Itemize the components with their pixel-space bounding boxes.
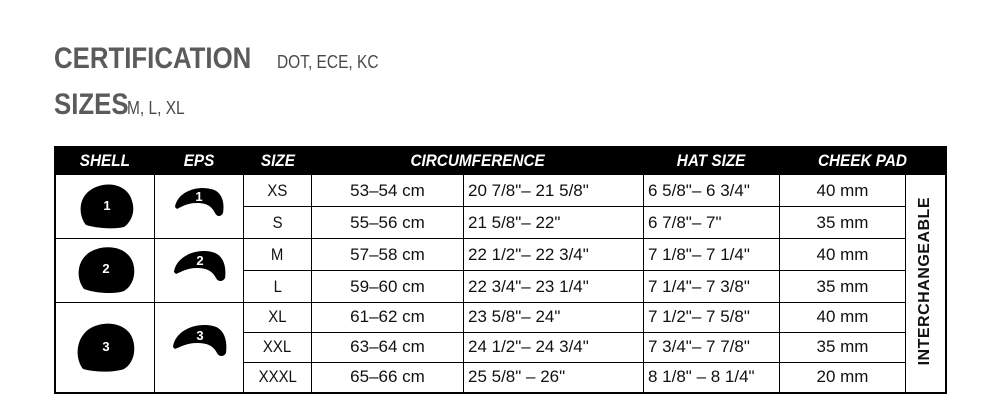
hat-size: 7 3/4"– 7 7/8" (644, 332, 780, 362)
eps-number: 2 (196, 253, 204, 268)
hat-size: 6 7/8"– 7" (644, 207, 780, 239)
size-cell: M (244, 239, 312, 271)
certification-value: DOT, ECE, KC (277, 52, 379, 72)
size-cell: XXL (244, 332, 312, 362)
eps-3-cell (155, 303, 244, 394)
sizes-line (54, 88, 194, 122)
shell-number: 2 (102, 261, 110, 276)
interchangeable-label: INTERCHANGEABLE (916, 196, 934, 366)
cheek-pad-size: 40 mm (780, 175, 906, 207)
circumference-cm: 65–66 cm (312, 362, 464, 393)
circumference-inch: 22 3/4"– 23 1/4" (464, 271, 644, 303)
eps-number: 1 (195, 189, 203, 204)
header-circumference: CIRCUMFERENCE (312, 147, 644, 175)
helmet-shell-icon (56, 175, 154, 233)
circumference-cm: 61–62 cm (312, 303, 464, 333)
helmet-shell-icon (56, 303, 154, 387)
hat-size: 7 1/8"– 7 1/4" (644, 239, 780, 271)
circumference-cm: 53–54 cm (312, 175, 464, 207)
header-eps: EPS (155, 147, 244, 175)
size-cell: XS (244, 175, 312, 207)
table-row (55, 175, 946, 207)
size-chart-table (54, 146, 947, 394)
cheek-pad-size: 35 mm (780, 332, 906, 362)
cheek-pad-size: 40 mm (780, 303, 906, 333)
circumference-cm: 55–56 cm (312, 207, 464, 239)
circumference-cm: 57–58 cm (312, 239, 464, 271)
certification-line (54, 42, 395, 76)
eps-liner-icon (155, 303, 243, 387)
eps-liner-icon (155, 239, 243, 297)
sizes-value: M, L, XL (126, 98, 185, 118)
circumference-inch: 24 1/2"– 24 3/4" (464, 332, 644, 362)
circumference-inch: 23 5/8"– 24" (464, 303, 644, 333)
size-cell: XXXL (244, 362, 312, 393)
hat-size: 7 1/2"– 7 5/8" (644, 303, 780, 333)
certification-heading: CERTIFICATION (54, 42, 252, 75)
circumference-inch: 25 5/8" – 26" (464, 362, 644, 393)
circumference-inch: 22 1/2"– 22 3/4" (464, 239, 644, 271)
shell-number: 3 (102, 339, 110, 354)
circumference-cm: 59–60 cm (312, 271, 464, 303)
cheek-pad-size: 35 mm (780, 207, 906, 239)
circumference-inch: 21 5/8"– 22" (464, 207, 644, 239)
hat-size: 7 1/4"– 7 3/8" (644, 271, 780, 303)
eps-number: 3 (196, 328, 204, 343)
circumference-cm: 63–64 cm (312, 332, 464, 362)
circumference-inch: 20 7/8"– 21 5/8" (464, 175, 644, 207)
eps-1-cell (155, 175, 244, 239)
eps-liner-icon (155, 175, 243, 233)
header-size: SIZE (244, 147, 312, 175)
cheek-pad-size: 35 mm (780, 271, 906, 303)
shell-2-cell (55, 239, 155, 303)
table-row (55, 303, 946, 333)
header-shell: SHELL (55, 147, 155, 175)
header-cheek-pad: CHEEK PAD (780, 147, 946, 175)
shell-1-cell (55, 175, 155, 239)
eps-2-cell (155, 239, 244, 303)
size-cell: S (244, 207, 312, 239)
hat-size: 8 1/8" – 8 1/4" (644, 362, 780, 393)
cheek-pad-size: 20 mm (780, 362, 906, 393)
table-header-row (55, 147, 946, 175)
shell-3-cell (55, 303, 155, 394)
header-hat-size: HAT SIZE (644, 147, 780, 175)
hat-size: 6 5/8"– 6 3/4" (644, 175, 780, 207)
size-cell: L (244, 271, 312, 303)
size-cell: XL (244, 303, 312, 333)
table-row (55, 239, 946, 271)
cheek-pad-size: 40 mm (780, 239, 906, 271)
helmet-shell-icon (56, 239, 154, 297)
interchangeable-note-cell (906, 175, 946, 394)
shell-number: 1 (103, 198, 111, 213)
sizes-heading: SIZES (54, 88, 129, 121)
